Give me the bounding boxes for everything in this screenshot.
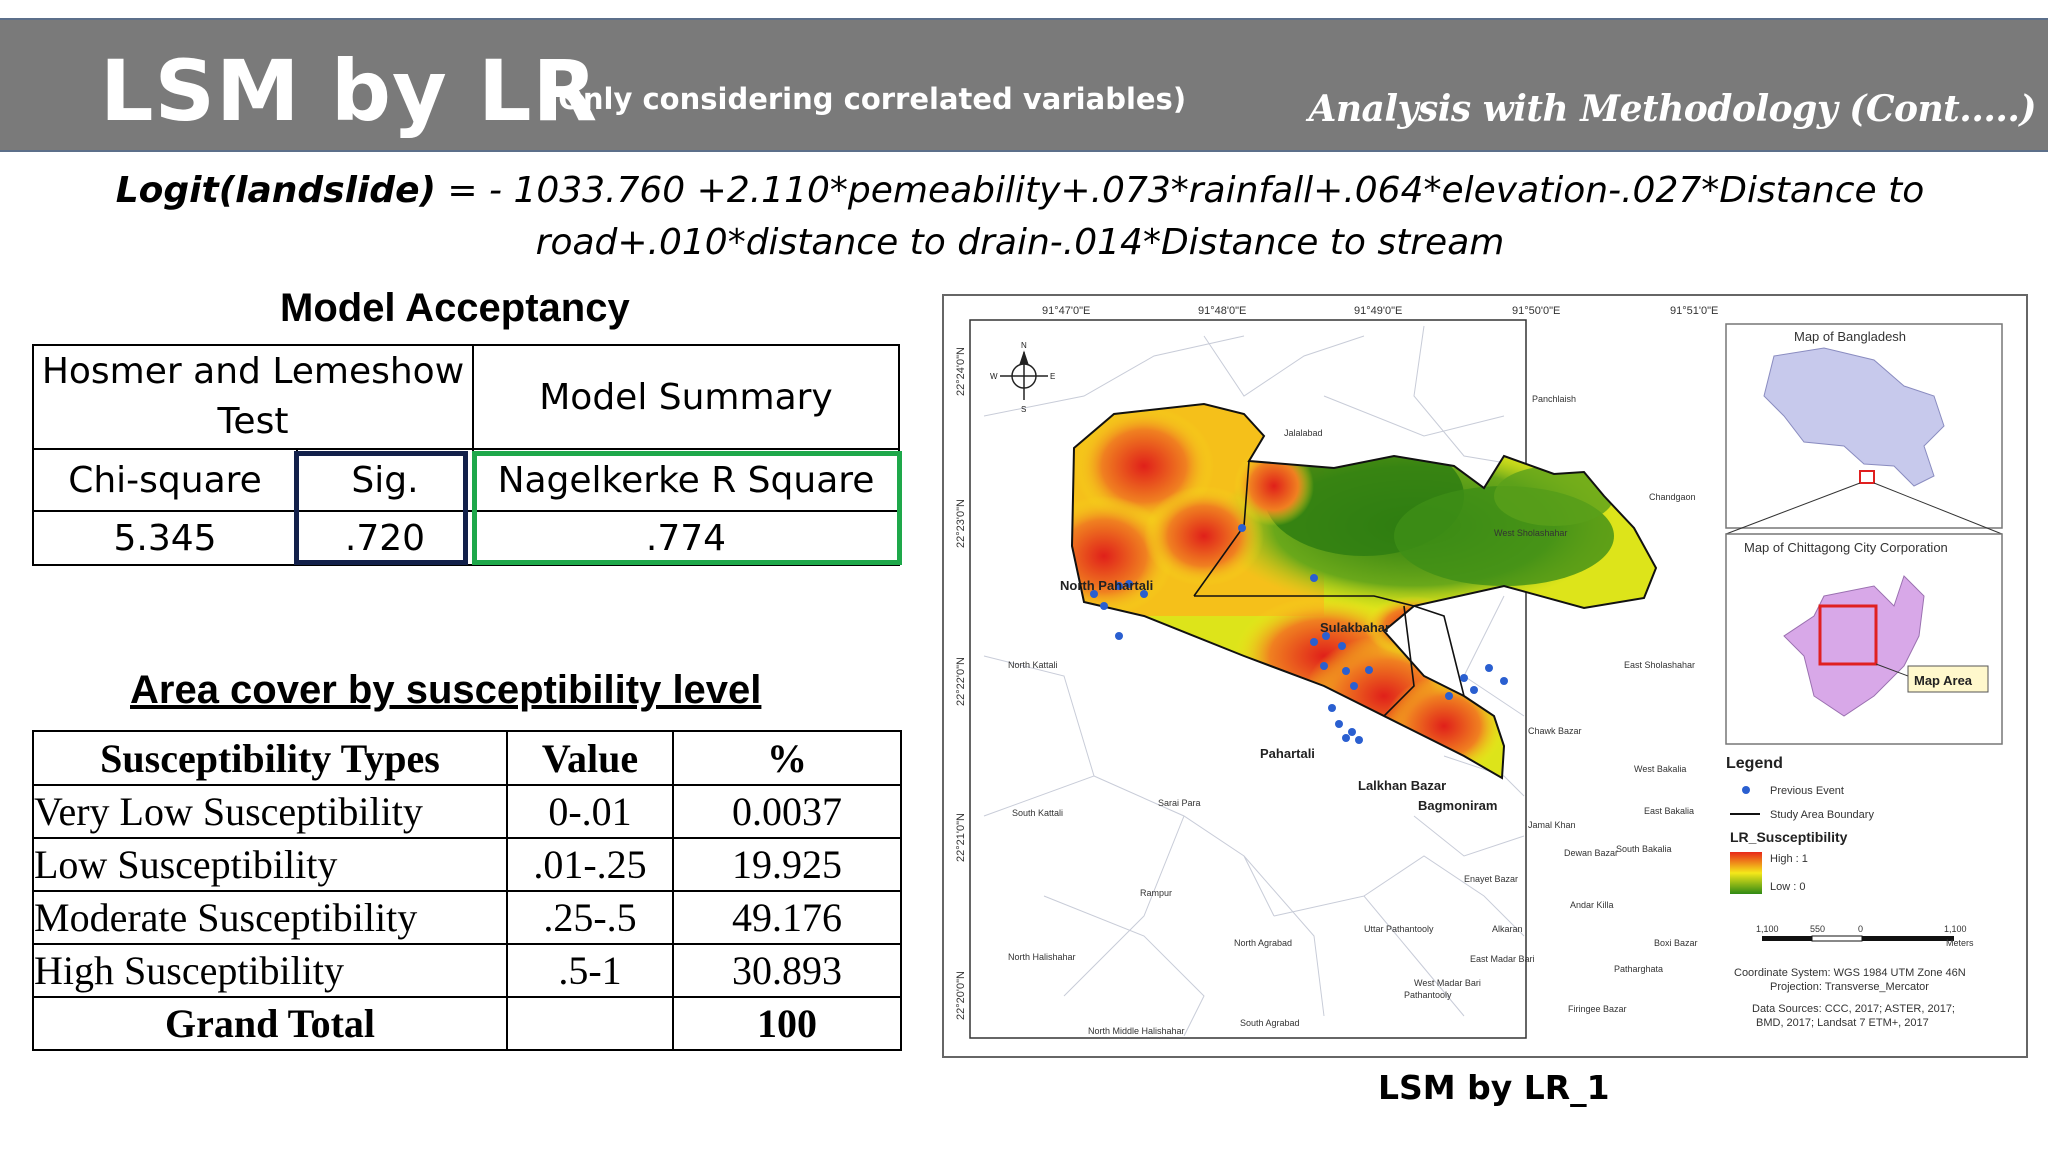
hosmer-lemeshow-header: Hosmer and Lemeshow Test xyxy=(33,345,473,449)
sig-highlight-box xyxy=(294,451,468,565)
type-cell: Very Low Susceptibility xyxy=(33,785,507,838)
area-cover-table xyxy=(32,730,902,1051)
longitude-ticks xyxy=(1042,305,1718,317)
logit-equation xyxy=(80,165,1960,269)
table-header-row xyxy=(33,731,901,785)
lon-tick: 91°50'0"E xyxy=(1512,305,1561,317)
place-label: Pathantooly xyxy=(1404,990,1452,1000)
place-label: South Kattali xyxy=(1012,808,1064,818)
table-row xyxy=(33,838,901,891)
lon-tick: 91°51'0"E xyxy=(1670,305,1719,317)
scale-label: 0 xyxy=(1858,924,1864,934)
value-cell: .5-1 xyxy=(507,944,673,997)
area-cover-title: Area cover by susceptibility level xyxy=(130,668,762,712)
header-band xyxy=(0,18,2048,152)
place-label: East Sholashahar xyxy=(1624,660,1696,670)
place-label: Dewan Bazar xyxy=(1564,848,1619,858)
col-header-value: Value xyxy=(507,731,673,785)
equation-lhs: Logit(landslide) xyxy=(115,170,436,211)
percent-cell: 49.176 xyxy=(673,891,901,944)
col-header-type: Susceptibility Types xyxy=(33,731,507,785)
place-label: East Bakalia xyxy=(1644,806,1695,816)
nagelkerke-value: .774 xyxy=(473,511,899,565)
percent-cell: 19.925 xyxy=(673,838,901,891)
place-label: Jalalabad xyxy=(1284,428,1323,438)
percent-cell: 30.893 xyxy=(673,944,901,997)
table-row xyxy=(33,944,901,997)
lat-tick: 22°24'0"N xyxy=(955,347,967,396)
place-label: Boxi Bazar xyxy=(1654,938,1698,948)
scale-bar xyxy=(1756,924,1974,948)
bangladesh-inset-title: Map of Bangladesh xyxy=(1794,329,1907,344)
place-label: West Sholashahar xyxy=(1494,528,1568,538)
place-label: Lalkhan Bazar xyxy=(1358,778,1447,793)
value-cell: .25-.5 xyxy=(507,891,673,944)
data-sources: Data Sources: CCC, 2017; ASTER, 2017; xyxy=(1752,1003,1955,1015)
chittagong-inset-title: Map of Chittagong City Corporation xyxy=(1744,540,1948,555)
susceptibility-map-svg xyxy=(944,296,2026,1056)
place-label: North Halishahar xyxy=(1008,952,1076,962)
scale-label: 1,100 xyxy=(1944,924,1967,934)
scale-label: 550 xyxy=(1810,924,1826,934)
place-label: West Bakalia xyxy=(1634,764,1687,774)
place-label: Alkaran xyxy=(1492,924,1523,934)
slide-subtitle: (Only considering correlated variables) xyxy=(545,82,1187,116)
lat-tick: 22°22'0"N xyxy=(955,657,967,706)
place-label: Chandgaon xyxy=(1649,492,1696,502)
scale-label: 1,100 xyxy=(1756,924,1779,934)
section-label: Analysis with Methodology (Cont.....) xyxy=(1308,88,2036,130)
place-label: South Bakalia xyxy=(1616,844,1672,854)
map-caption: LSM by LR_1 xyxy=(1378,1068,1610,1107)
north-label: N xyxy=(1021,341,1027,350)
place-label: Patharghata xyxy=(1614,964,1664,974)
latitude-ticks xyxy=(955,347,967,1020)
sig-label: Sig. xyxy=(297,449,473,511)
coordinate-system: Coordinate System: WGS 1984 UTM Zone 46N xyxy=(1734,967,1966,979)
model-acceptancy-title: Model Acceptancy xyxy=(280,286,630,330)
place-label: North Kattali xyxy=(1008,660,1058,670)
value-cell: .01-.25 xyxy=(507,838,673,891)
map-metadata xyxy=(1734,967,1966,1029)
percent-cell: 0.0037 xyxy=(673,785,901,838)
west-label: W xyxy=(990,372,998,381)
place-label: Chawk Bazar xyxy=(1528,726,1582,736)
type-cell: High Susceptibility xyxy=(33,944,507,997)
place-label: North Agrabad xyxy=(1234,938,1293,948)
table-total-row xyxy=(33,997,901,1050)
event-symbol xyxy=(1742,786,1750,794)
chi-square-label: Chi-square xyxy=(33,449,297,511)
place-label: Andar Killa xyxy=(1570,900,1614,910)
projection: Projection: Transverse_Mercator xyxy=(1770,981,1929,993)
r-square-highlight-box xyxy=(472,451,902,565)
table-row xyxy=(33,891,901,944)
place-label: Jamal Khan xyxy=(1528,820,1576,830)
table-row xyxy=(33,785,901,838)
map-legend xyxy=(1726,755,1874,894)
sig-value: .720 xyxy=(297,511,473,565)
chi-square-value: 5.345 xyxy=(33,511,297,565)
slide-title: LSM by LR xyxy=(100,42,599,140)
data-sources-2: BMD, 2017; Landsat 7 ETM+, 2017 xyxy=(1756,1017,1929,1029)
model-summary-header: Model Summary xyxy=(473,345,899,449)
legend-boundary-label: Study Area Boundary xyxy=(1770,809,1874,821)
legend-color-ramp xyxy=(1730,852,1762,894)
lon-tick: 91°48'0"E xyxy=(1198,305,1247,317)
place-label: Enayet Bazar xyxy=(1464,874,1519,884)
place-label: Pahartali xyxy=(1260,746,1315,761)
place-label: Sulakbahar xyxy=(1320,620,1391,635)
place-label: Bagmoniram xyxy=(1418,798,1498,813)
place-label: Sarai Para xyxy=(1158,798,1201,808)
susceptibility-map-figure xyxy=(942,294,2028,1058)
lon-tick: 91°47'0"E xyxy=(1042,305,1091,317)
place-label: North Pahartali xyxy=(1060,578,1154,593)
lat-tick: 22°23'0"N xyxy=(955,499,967,548)
nagelkerke-label: Nagelkerke R Square xyxy=(473,449,899,511)
legend-event-label: Previous Event xyxy=(1770,785,1844,797)
scale-unit: Meters xyxy=(1946,938,1974,948)
place-label: East Madar Bari xyxy=(1470,954,1535,964)
type-cell: Moderate Susceptibility xyxy=(33,891,507,944)
total-value xyxy=(507,997,673,1050)
legend-high: High : 1 xyxy=(1770,853,1808,865)
col-header-percent: % xyxy=(673,731,901,785)
total-label: Grand Total xyxy=(33,997,507,1050)
place-label: North Middle Halishahar xyxy=(1088,1026,1185,1036)
legend-low: Low : 0 xyxy=(1770,881,1806,893)
place-label: Rampur xyxy=(1140,888,1173,898)
place-label: Uttar Pathantooly xyxy=(1364,924,1434,934)
place-label: West Madar Bari xyxy=(1414,978,1481,988)
total-percent: 100 xyxy=(673,997,901,1050)
legend-title: Legend xyxy=(1726,755,1783,772)
equation-line-1: = - 1033.760 +2.110*pemeability+.073*rainfall+.064*elevation-.027*Distance to xyxy=(435,170,1925,211)
equation-line-2: road+.010*distance to drain-.014*Distance to stream xyxy=(535,222,1505,263)
south-label: S xyxy=(1021,405,1027,414)
value-cell: 0-.01 xyxy=(507,785,673,838)
legend-raster-label: LR_Susceptibility xyxy=(1730,829,1848,845)
lat-tick: 22°20'0"N xyxy=(955,971,967,1020)
place-label: Firingee Bazar xyxy=(1568,1004,1627,1014)
type-cell: Low Susceptibility xyxy=(33,838,507,891)
place-label: Panchlaish xyxy=(1532,394,1577,404)
lat-tick: 22°21'0"N xyxy=(955,813,967,862)
lon-tick: 91°49'0"E xyxy=(1354,305,1403,317)
east-label: E xyxy=(1050,372,1056,381)
map-area-label: Map Area xyxy=(1914,673,1973,688)
place-label: South Agrabad xyxy=(1240,1018,1300,1028)
